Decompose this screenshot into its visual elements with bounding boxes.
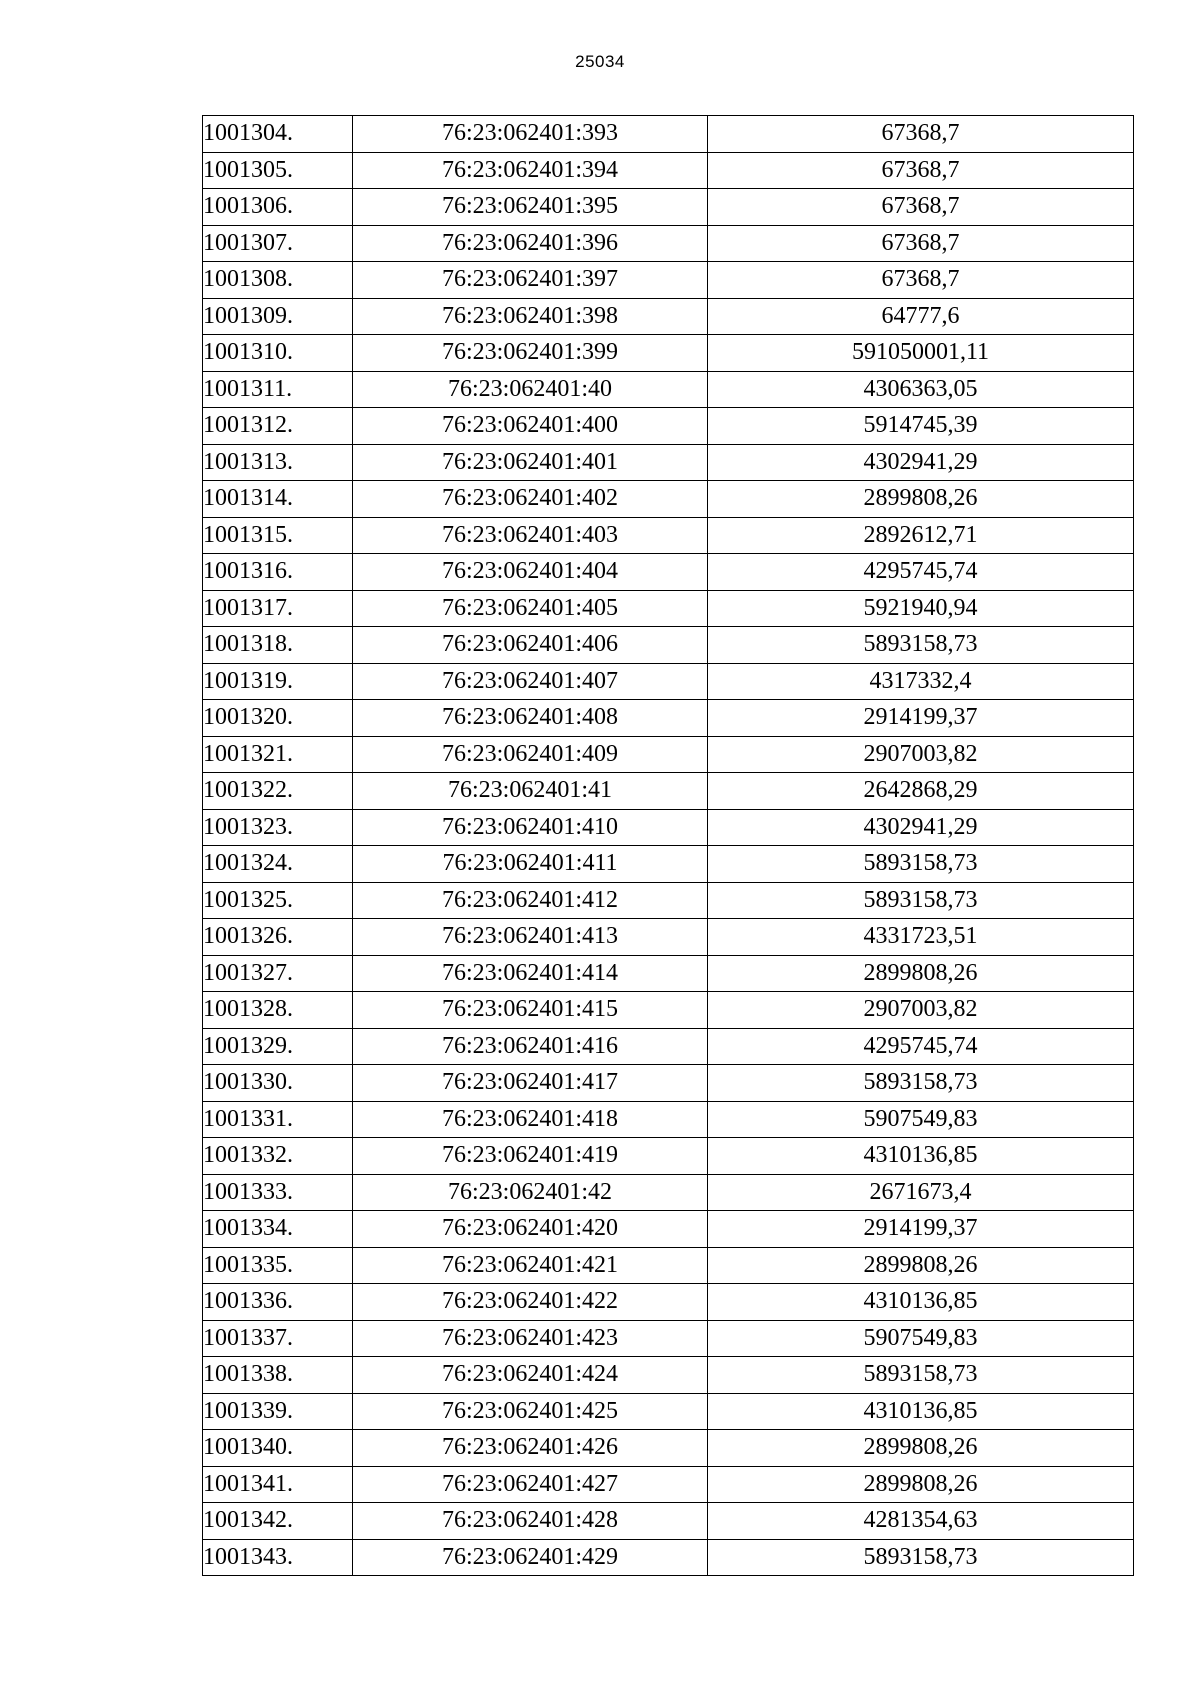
table-row [203, 554, 1134, 591]
table-row [203, 627, 1134, 664]
row-number-cell: 1001332. [203, 1138, 353, 1175]
row-number-cell: 1001323. [203, 809, 353, 846]
value-cell: 2899808,26 [708, 1430, 1134, 1467]
cadastral-number-cell: 76:23:062401:400 [353, 408, 708, 445]
table-row [203, 882, 1134, 919]
table-row [203, 1138, 1134, 1175]
table-row [203, 371, 1134, 408]
row-number-cell: 1001326. [203, 919, 353, 956]
row-number-cell: 1001316. [203, 554, 353, 591]
cadastral-number-cell: 76:23:062401:409 [353, 736, 708, 773]
cadastral-number-cell: 76:23:062401:419 [353, 1138, 708, 1175]
value-cell: 67368,7 [708, 189, 1134, 226]
cadastral-number-cell: 76:23:062401:395 [353, 189, 708, 226]
cadastral-number-cell: 76:23:062401:426 [353, 1430, 708, 1467]
row-number-cell: 1001317. [203, 590, 353, 627]
cadastral-number-cell: 76:23:062401:417 [353, 1065, 708, 1102]
row-number-cell: 1001336. [203, 1284, 353, 1321]
table-row [203, 335, 1134, 372]
row-number-cell: 1001310. [203, 335, 353, 372]
value-cell: 2914199,37 [708, 700, 1134, 737]
cadastral-number-cell: 76:23:062401:397 [353, 262, 708, 299]
value-cell: 5907549,83 [708, 1101, 1134, 1138]
row-number-cell: 1001322. [203, 773, 353, 810]
cadastral-number-cell: 76:23:062401:396 [353, 225, 708, 262]
table-row [203, 700, 1134, 737]
value-cell: 5893158,73 [708, 1539, 1134, 1576]
cadastral-number-cell: 76:23:062401:425 [353, 1393, 708, 1430]
table-row [203, 1065, 1134, 1102]
cadastral-number-cell: 76:23:062401:410 [353, 809, 708, 846]
value-cell: 4302941,29 [708, 809, 1134, 846]
cadastral-number-cell: 76:23:062401:403 [353, 517, 708, 554]
value-cell: 4331723,51 [708, 919, 1134, 956]
cadastral-number-cell: 76:23:062401:393 [353, 116, 708, 153]
cadastral-number-cell: 76:23:062401:418 [353, 1101, 708, 1138]
cadastral-number-cell: 76:23:062401:404 [353, 554, 708, 591]
value-cell: 5907549,83 [708, 1320, 1134, 1357]
cadastral-number-cell: 76:23:062401:416 [353, 1028, 708, 1065]
cadastral-number-cell: 76:23:062401:428 [353, 1503, 708, 1540]
table-row [203, 1357, 1134, 1394]
row-number-cell: 1001328. [203, 992, 353, 1029]
table-row [203, 517, 1134, 554]
row-number-cell: 1001325. [203, 882, 353, 919]
table-row [203, 1101, 1134, 1138]
value-cell: 2671673,4 [708, 1174, 1134, 1211]
table-row [203, 189, 1134, 226]
value-cell: 2899808,26 [708, 481, 1134, 518]
cadastral-number-cell: 76:23:062401:398 [353, 298, 708, 335]
records-table [202, 115, 1134, 1576]
row-number-cell: 1001329. [203, 1028, 353, 1065]
table-row [203, 1320, 1134, 1357]
cadastral-number-cell: 76:23:062401:427 [353, 1466, 708, 1503]
table-row [203, 1430, 1134, 1467]
table-row [203, 1028, 1134, 1065]
table-row [203, 1393, 1134, 1430]
table-row [203, 152, 1134, 189]
cadastral-number-cell: 76:23:062401:422 [353, 1284, 708, 1321]
table-row [203, 663, 1134, 700]
table-row [203, 1174, 1134, 1211]
table-row [203, 1284, 1134, 1321]
value-cell: 2899808,26 [708, 1466, 1134, 1503]
table-row [203, 1539, 1134, 1576]
value-cell: 4302941,29 [708, 444, 1134, 481]
row-number-cell: 1001311. [203, 371, 353, 408]
cadastral-number-cell: 76:23:062401:415 [353, 992, 708, 1029]
cadastral-number-cell: 76:23:062401:412 [353, 882, 708, 919]
table-row [203, 116, 1134, 153]
table-row [203, 262, 1134, 299]
table-row [203, 1466, 1134, 1503]
value-cell: 67368,7 [708, 225, 1134, 262]
row-number-cell: 1001338. [203, 1357, 353, 1394]
row-number-cell: 1001313. [203, 444, 353, 481]
row-number-cell: 1001305. [203, 152, 353, 189]
value-cell: 2899808,26 [708, 1247, 1134, 1284]
table-row [203, 736, 1134, 773]
value-cell: 5921940,94 [708, 590, 1134, 627]
cadastral-number-cell: 76:23:062401:41 [353, 773, 708, 810]
cadastral-number-cell: 76:23:062401:421 [353, 1247, 708, 1284]
value-cell: 2907003,82 [708, 992, 1134, 1029]
cadastral-number-cell: 76:23:062401:424 [353, 1357, 708, 1394]
table-row [203, 846, 1134, 883]
value-cell: 67368,7 [708, 152, 1134, 189]
value-cell: 4310136,85 [708, 1393, 1134, 1430]
row-number-cell: 1001327. [203, 955, 353, 992]
value-cell: 4295745,74 [708, 554, 1134, 591]
value-cell: 591050001,11 [708, 335, 1134, 372]
row-number-cell: 1001314. [203, 481, 353, 518]
row-number-cell: 1001321. [203, 736, 353, 773]
cadastral-number-cell: 76:23:062401:414 [353, 955, 708, 992]
row-number-cell: 1001343. [203, 1539, 353, 1576]
records-table-body [203, 116, 1134, 1576]
value-cell: 2642868,29 [708, 773, 1134, 810]
value-cell: 2907003,82 [708, 736, 1134, 773]
table-row [203, 992, 1134, 1029]
table-row [203, 481, 1134, 518]
cadastral-number-cell: 76:23:062401:399 [353, 335, 708, 372]
value-cell: 2892612,71 [708, 517, 1134, 554]
value-cell: 4295745,74 [708, 1028, 1134, 1065]
cadastral-number-cell: 76:23:062401:401 [353, 444, 708, 481]
row-number-cell: 1001334. [203, 1211, 353, 1248]
value-cell: 67368,7 [708, 262, 1134, 299]
row-number-cell: 1001320. [203, 700, 353, 737]
value-cell: 4317332,4 [708, 663, 1134, 700]
row-number-cell: 1001324. [203, 846, 353, 883]
row-number-cell: 1001330. [203, 1065, 353, 1102]
table-row [203, 955, 1134, 992]
row-number-cell: 1001308. [203, 262, 353, 299]
cadastral-number-cell: 76:23:062401:420 [353, 1211, 708, 1248]
row-number-cell: 1001340. [203, 1430, 353, 1467]
row-number-cell: 1001312. [203, 408, 353, 445]
value-cell: 4310136,85 [708, 1284, 1134, 1321]
value-cell: 2914199,37 [708, 1211, 1134, 1248]
cadastral-number-cell: 76:23:062401:40 [353, 371, 708, 408]
value-cell: 5893158,73 [708, 627, 1134, 664]
row-number-cell: 1001318. [203, 627, 353, 664]
value-cell: 4306363,05 [708, 371, 1134, 408]
cadastral-number-cell: 76:23:062401:408 [353, 700, 708, 737]
table-row [203, 590, 1134, 627]
value-cell: 64777,6 [708, 298, 1134, 335]
cadastral-number-cell: 76:23:062401:394 [353, 152, 708, 189]
row-number-cell: 1001319. [203, 663, 353, 700]
value-cell: 5914745,39 [708, 408, 1134, 445]
table-row [203, 1247, 1134, 1284]
row-number-cell: 1001339. [203, 1393, 353, 1430]
cadastral-number-cell: 76:23:062401:42 [353, 1174, 708, 1211]
cadastral-number-cell: 76:23:062401:407 [353, 663, 708, 700]
row-number-cell: 1001335. [203, 1247, 353, 1284]
cadastral-number-cell: 76:23:062401:406 [353, 627, 708, 664]
table-row [203, 809, 1134, 846]
cadastral-number-cell: 76:23:062401:405 [353, 590, 708, 627]
value-cell: 4310136,85 [708, 1138, 1134, 1175]
row-number-cell: 1001309. [203, 298, 353, 335]
cadastral-number-cell: 76:23:062401:429 [353, 1539, 708, 1576]
value-cell: 5893158,73 [708, 882, 1134, 919]
row-number-cell: 1001307. [203, 225, 353, 262]
table-row [203, 919, 1134, 956]
value-cell: 4281354,63 [708, 1503, 1134, 1540]
row-number-cell: 1001306. [203, 189, 353, 226]
table-row [203, 444, 1134, 481]
table-row [203, 773, 1134, 810]
table-row [203, 298, 1134, 335]
cadastral-number-cell: 76:23:062401:411 [353, 846, 708, 883]
table-row [203, 225, 1134, 262]
cadastral-number-cell: 76:23:062401:423 [353, 1320, 708, 1357]
table-row [203, 1211, 1134, 1248]
row-number-cell: 1001315. [203, 517, 353, 554]
page-number: 25034 [575, 52, 625, 71]
row-number-cell: 1001304. [203, 116, 353, 153]
cadastral-number-cell: 76:23:062401:402 [353, 481, 708, 518]
table-row [203, 1503, 1134, 1540]
row-number-cell: 1001333. [203, 1174, 353, 1211]
row-number-cell: 1001337. [203, 1320, 353, 1357]
row-number-cell: 1001341. [203, 1466, 353, 1503]
value-cell: 2899808,26 [708, 955, 1134, 992]
value-cell: 5893158,73 [708, 846, 1134, 883]
row-number-cell: 1001342. [203, 1503, 353, 1540]
cadastral-number-cell: 76:23:062401:413 [353, 919, 708, 956]
table-row [203, 408, 1134, 445]
value-cell: 67368,7 [708, 116, 1134, 153]
value-cell: 5893158,73 [708, 1357, 1134, 1394]
row-number-cell: 1001331. [203, 1101, 353, 1138]
value-cell: 5893158,73 [708, 1065, 1134, 1102]
